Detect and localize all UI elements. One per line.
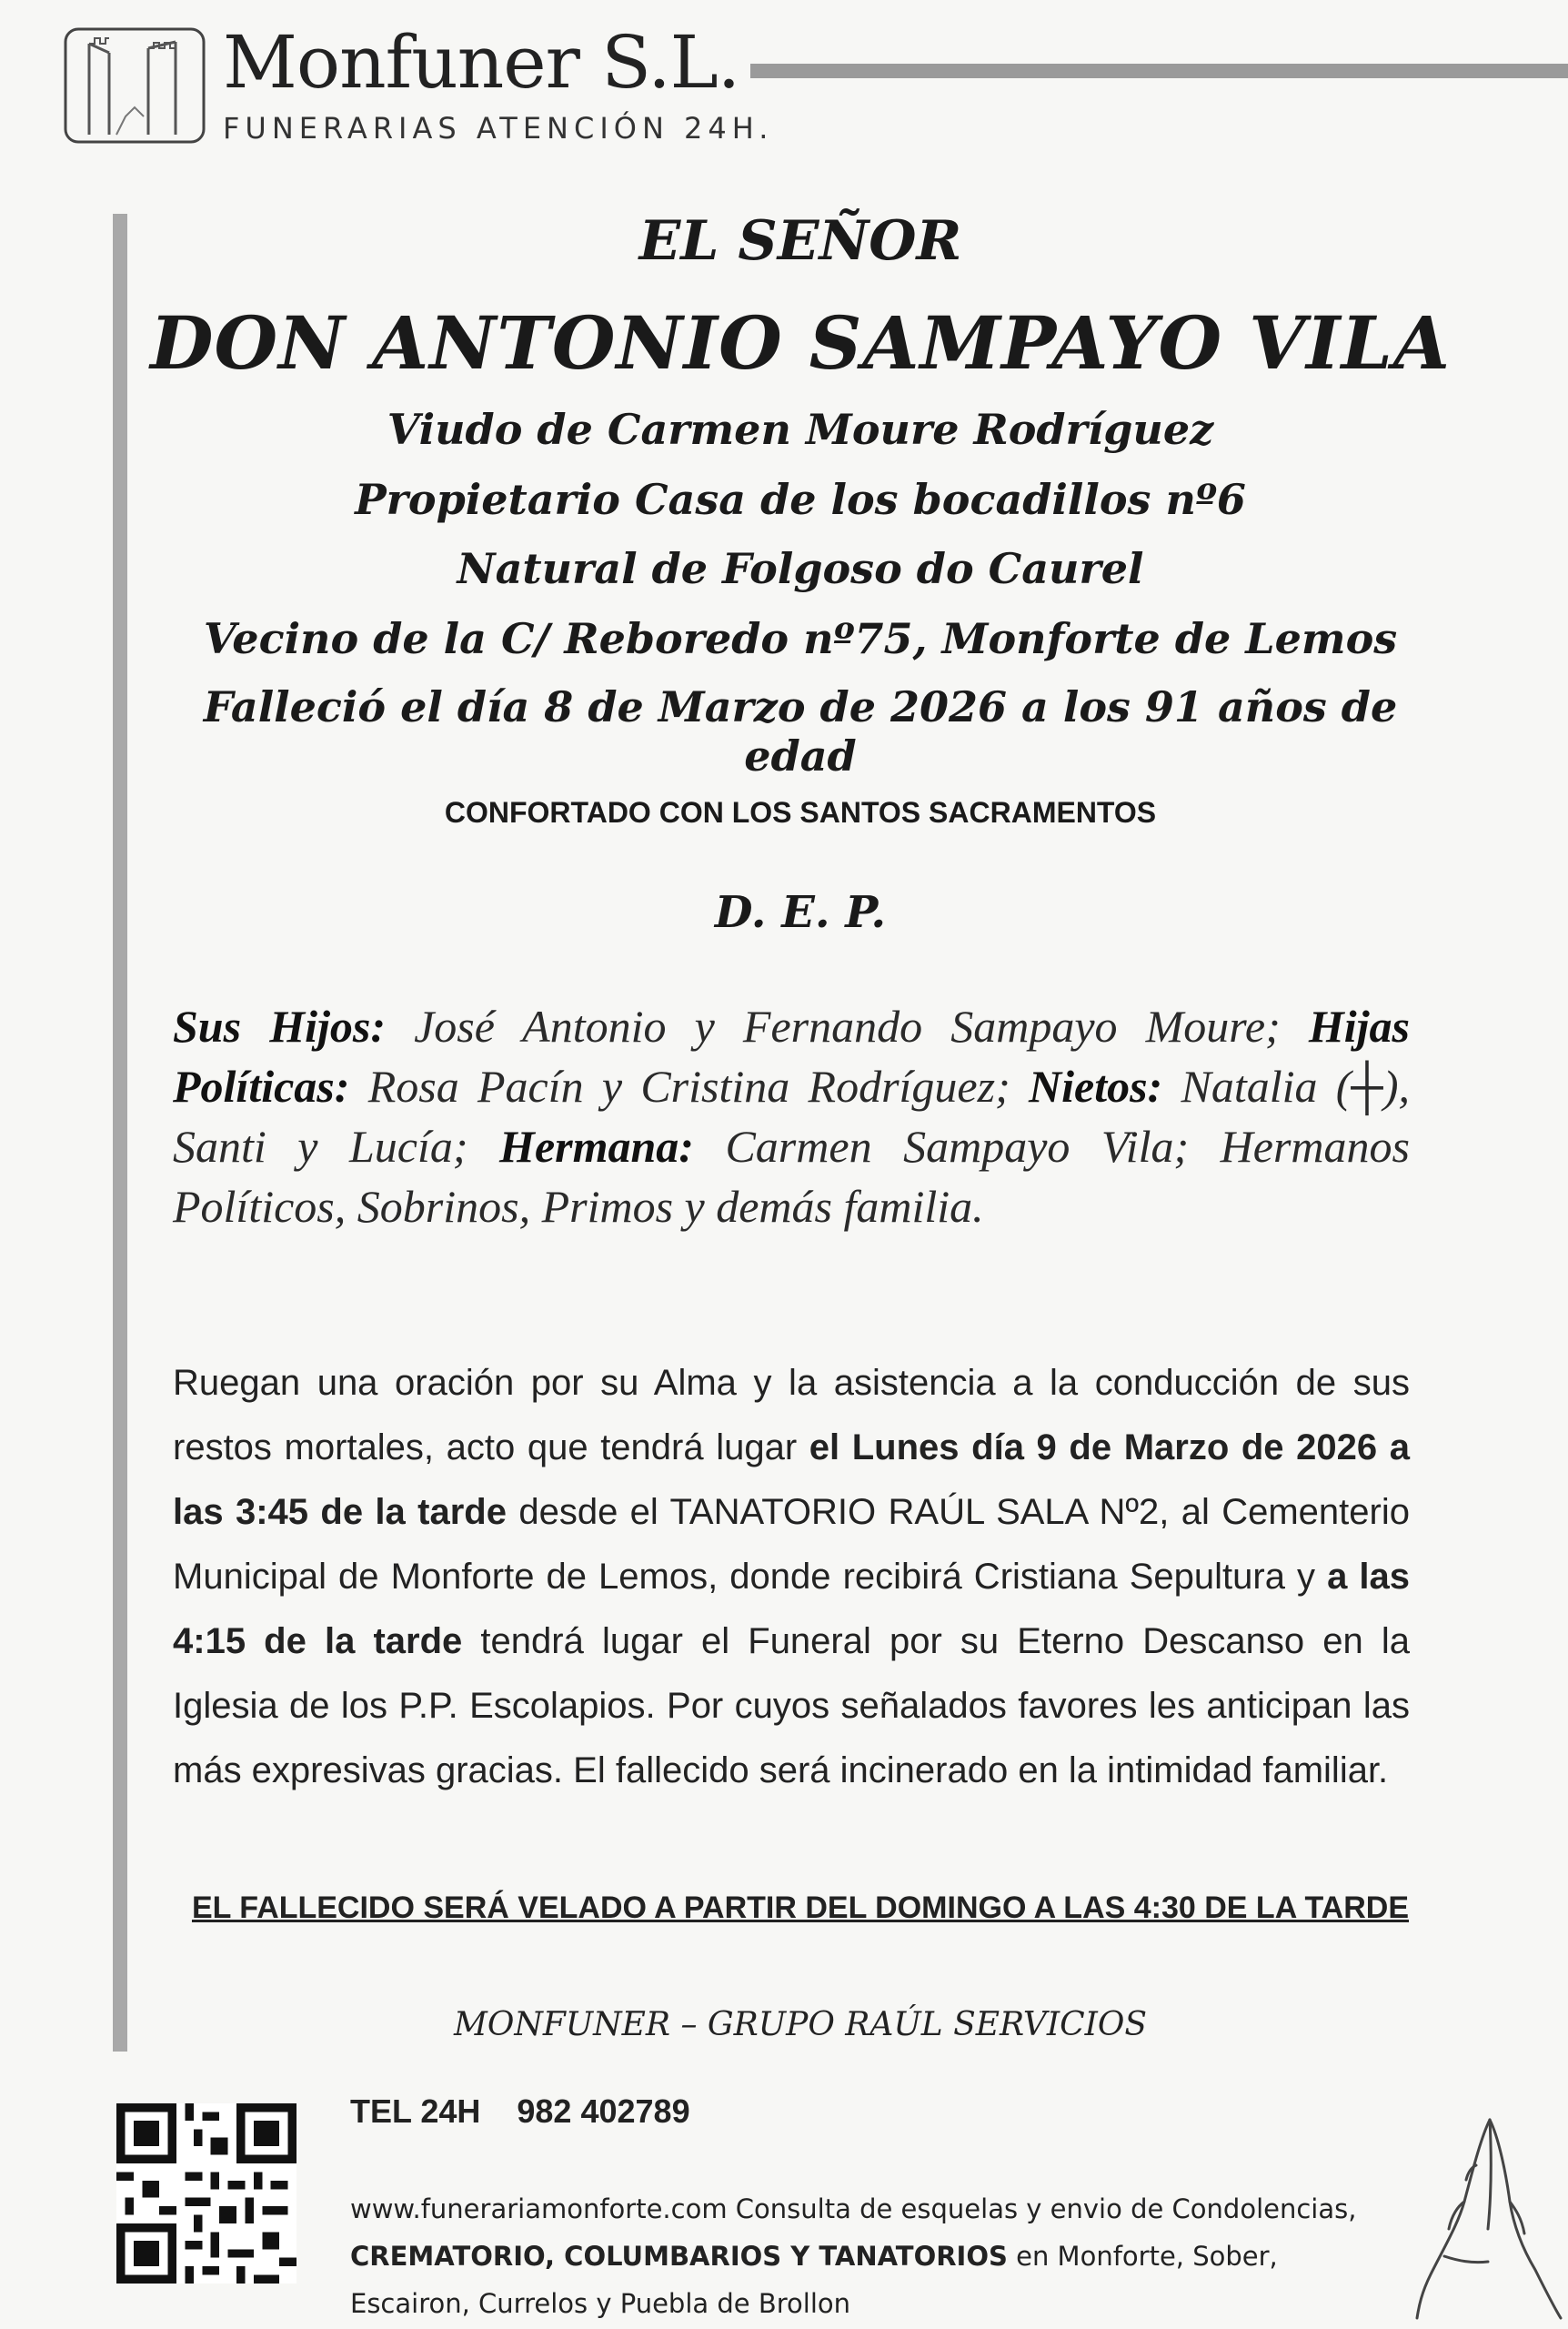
ceremony-text-3: tendrá lugar el Funeral por su Eterno Descanso en la Iglesia de los P.P. Escolapios. Por cuyos señalados favores les anticipan las más expresivas gracias. El fallecido será incinerado en la intimidad familiar.: [173, 1621, 1411, 1790]
notice-line-origin: Natural de Folgoso do Caurel: [457, 544, 1144, 593]
nietos-names: Natalia (┼), Santi y Lucía;: [173, 1061, 1411, 1172]
family-paragraph: [173, 996, 1410, 1236]
qr-code-icon[interactable]: [116, 2103, 297, 2284]
brand-name: Monfuner S.L.: [223, 20, 740, 105]
hijos-names: José Antonio y Fernando Sampayo Moure;: [385, 1001, 1309, 1052]
hijos-label: Sus Hijos:: [173, 1001, 386, 1052]
contact-text-2: en Monforte, Sober, Escairon, Currelos y Puebla de Brollon: [350, 2241, 1278, 2319]
sacraments-line: CONFORTADO CON LOS SANTOS SACRAMENTOS: [444, 796, 1157, 829]
funeral-time: a las 4:15 de la tarde: [173, 1557, 1410, 1661]
website-link[interactable]: www.funerariamonforte.com: [350, 2193, 728, 2224]
header-divider: [750, 64, 1568, 78]
dep-line: D. E. P.: [714, 887, 887, 938]
hermana-label: Hermana:: [499, 1121, 694, 1172]
ceremony-text-1: Ruegan una oración por su Alma y la asistencia a la conducción de sus restos mortales, acto que tendrá lugar: [173, 1363, 1410, 1467]
notice-line-widower: Viudo de Carmen Moure Rodríguez: [387, 405, 1214, 454]
wake-notice: EL FALLECIDO SERÁ VELADO A PARTIR DEL DOMINGO A LAS 4:30 DE LA TARDE: [191, 1890, 1410, 1925]
brand-tagline: FUNERARIAS ATENCIÓN 24H.: [223, 111, 774, 146]
notice-line-address: Vecino de la C/ Reboredo nº75, Monforte de Lemos: [203, 614, 1398, 663]
tower-logo-icon: [62, 25, 207, 146]
contact-text-1: Consulta de esquelas y envio de Condolencias,: [727, 2193, 1357, 2224]
phone-label: TEL 24H: [350, 2092, 481, 2130]
notice-line-death: Falleció el día 8 de Marzo de 2026 a los 91 años de edad: [203, 682, 1398, 781]
hijas-names: Rosa Pacín y Cristina Rodríguez;: [349, 1061, 1030, 1112]
praying-hands-icon: [1408, 2102, 1563, 2320]
honorific: EL SEÑOR: [638, 209, 962, 273]
hermana-names: Carmen Sampayo Vila; Hermanos Políticos, Sobrinos, Primos y demás familia.: [173, 1121, 1410, 1232]
services-list: CREMATORIO, COLUMBARIOS Y TANATORIOS: [350, 2241, 1008, 2272]
hijas-label: Hijas Políticas:: [173, 1001, 1411, 1112]
phone-line: [350, 2092, 690, 2131]
deceased-name: DON ANTONIO SAMPAYO VILA: [150, 300, 1451, 386]
group-signature: MONFUNER – GRUPO RAÚL SERVICIOS: [453, 2006, 1148, 2043]
nietos-label: Nietos:: [1029, 1061, 1163, 1112]
ceremony-text-2: desde el TANATORIO RAÚL SALA Nº2, al Cementerio Municipal de Monforte de Lemos, donde recibirá Cristiana Sepultura y: [173, 1492, 1410, 1597]
ceremony-paragraph: [173, 1351, 1410, 1803]
phone-number[interactable]: 982 402789: [517, 2092, 690, 2130]
notice-line-owner: Propietario Casa de los bocadillos nº6: [355, 475, 1246, 524]
ceremony-date: el Lunes día 9 de Marzo de 2026 a las 3:45 de la tarde: [173, 1427, 1410, 1532]
side-divider: [113, 214, 127, 2052]
contact-paragraph: [350, 2185, 1405, 2327]
